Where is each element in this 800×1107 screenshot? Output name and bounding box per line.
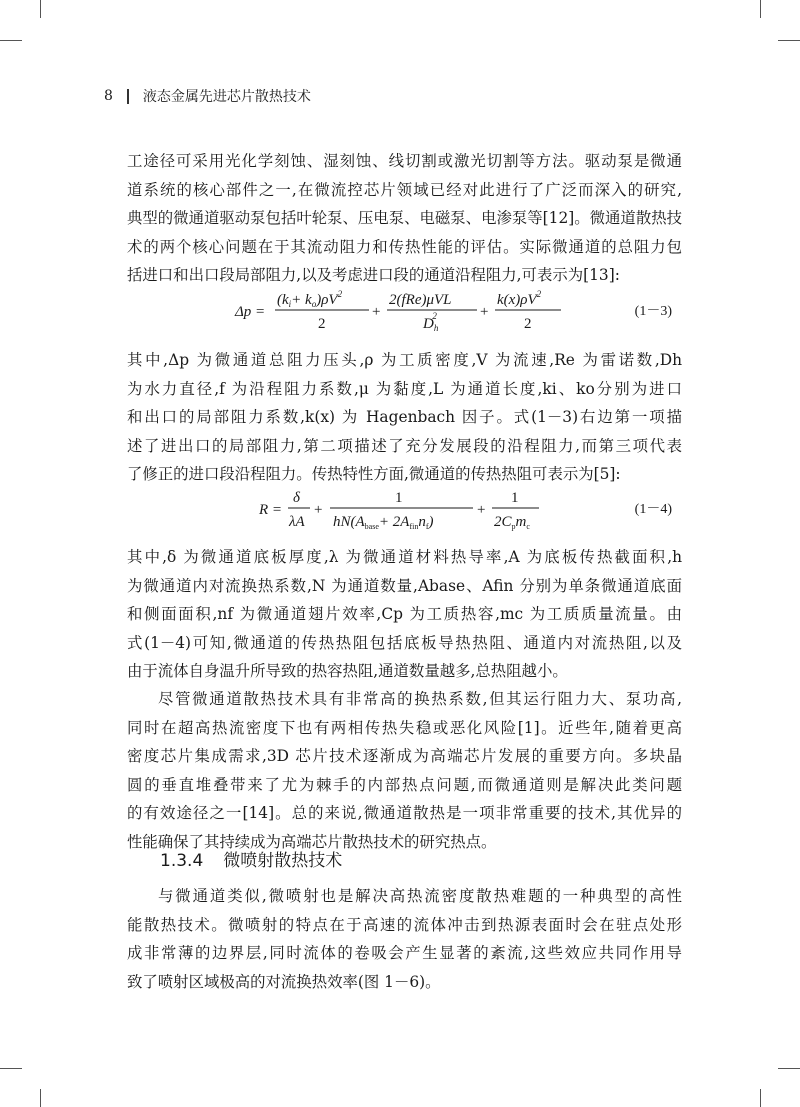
text-line: 密度芯片集成需求,3D 芯片技术逐渐成为高端芯片发展的重要方向。多块晶 bbox=[127, 747, 682, 765]
eq1-term2-numerator: 2(fRe)μVL bbox=[389, 292, 452, 308]
eq1-term1-numerator: $(k_i+ k_o)\rho V^2$ bbox=[277, 289, 343, 309]
crop-mark bbox=[0, 40, 22, 41]
text-line: 同时在超高热流密度下也有两相传热失稳或恶化风险[1]。近些年,随着更高 bbox=[127, 718, 682, 737]
paragraph-4 bbox=[127, 685, 682, 856]
equation-number: (1－3) bbox=[634, 304, 672, 319]
text-line: 其中,Δp 为微通道总阻力压头,ρ 为工质密度,V 为流速,Re 为雷诺数,Dh bbox=[127, 351, 682, 369]
page-number: 8 bbox=[104, 88, 113, 104]
text-line: 括进口和出口段局部阻力,以及考虑进口段的通道沿程阻力,可表示为[13]: bbox=[127, 266, 620, 284]
text-line: 与微通道类似,微喷射也是解决高热流密度散热难题的一种典型的高性 bbox=[158, 887, 682, 905]
paragraph-5 bbox=[127, 882, 682, 996]
running-header bbox=[104, 84, 311, 108]
equation-1-3-graphic bbox=[127, 288, 682, 334]
text-line: 述了进出口的局部阻力,第二项描述了充分发展段的沿程阻力,而第三项代表 bbox=[127, 436, 682, 455]
text-line: 道系统的核心部件之一,在微流控芯片领域已经对此进行了广泛而深入的研究, bbox=[127, 180, 682, 199]
eq2-term1-denominator: λA bbox=[289, 514, 305, 530]
eq1-term3-denominator: 2 bbox=[524, 316, 532, 332]
eq1-lhs: Δp = bbox=[235, 304, 266, 320]
text-line: 尽管微通道散热技术具有非常高的换热系数,但其运行阻力大、泵功高, bbox=[158, 690, 682, 708]
crop-mark bbox=[40, 0, 41, 18]
section-heading bbox=[160, 846, 342, 871]
text-line: 圆的垂直堆叠带来了尤为棘手的内部热点问题,而微通道则是解决此类问题 bbox=[127, 775, 682, 794]
text-line: 工途径可采用光化学刻蚀、湿刻蚀、线切割或激光切割等方法。驱动泵是微通 bbox=[127, 152, 682, 170]
equation-1-4-graphic bbox=[127, 486, 682, 532]
text-line: 性能确保了其持续成为高端芯片散热技术的研究热点。 bbox=[127, 832, 497, 851]
text-line: 和出口的局部阻力系数,k(x) 为 Hagenbach 因子。式(1－3)右边第一项描 bbox=[127, 408, 682, 426]
crop-mark bbox=[0, 1068, 22, 1069]
text-line: 由于流体自身温升所导致的热容热阻,通道数量越多,总热阻越小。 bbox=[127, 662, 568, 680]
crop-mark bbox=[760, 0, 761, 18]
crop-mark bbox=[778, 1068, 800, 1069]
text-line: 其中,δ 为微通道底板厚度,λ 为微通道材料热导率,A 为底板传热截面积,h bbox=[127, 548, 682, 566]
equation-number: (1－4) bbox=[634, 502, 672, 517]
crop-mark bbox=[778, 40, 800, 41]
text-line: 为水力直径,f 为沿程阻力系数,μ 为黏度,L 为通道长度,ki、ko分别为进口 bbox=[127, 379, 682, 398]
eq1-term3-numerator: $k(x)\rho V^2$ bbox=[497, 289, 542, 308]
paragraph-2 bbox=[127, 346, 682, 489]
eq2-term2-denominator: $hN(A_{base}+ 2A_{fin}n_f)$ bbox=[333, 514, 434, 531]
paragraph-3 bbox=[127, 543, 682, 686]
eq2-term3-numerator: 1 bbox=[511, 490, 519, 506]
eq1-term1-denominator: 2 bbox=[318, 316, 326, 332]
crop-mark bbox=[760, 1089, 761, 1107]
eq1-plus: + bbox=[480, 304, 489, 320]
eq2-lhs: R = bbox=[259, 502, 283, 518]
eq2-plus: + bbox=[314, 502, 323, 518]
text-line: 的有效途径之一[14]。总的来说,微通道散热是一项非常重要的技术,其优异的 bbox=[127, 804, 682, 822]
eq2-term2-numerator: 1 bbox=[395, 490, 403, 506]
equation-1-4 bbox=[127, 486, 682, 532]
section-title: 微喷射散热技术 bbox=[223, 851, 343, 871]
text-line: 了修正的进口段沿程阻力。传热特性方面,微通道的传热热阻可表示为[5]: bbox=[127, 465, 621, 483]
section-number: 1.3.4 bbox=[160, 851, 204, 871]
text-line: 致了喷射区域极高的对流换热效率(图 1－6)。 bbox=[127, 972, 441, 991]
text-line: 成非常薄的边界层,同时流体的卷吸会产生显著的紊流,这些效应共同作用导 bbox=[127, 944, 682, 962]
book-title: 液态金属先进芯片散热技术 bbox=[142, 89, 311, 105]
text-line: 式(1－4)可知,微通道的传热热阻包括底板导热热阻、通道内对流热阻,以及 bbox=[127, 633, 682, 652]
text-line: 为微通道内对流换热系数,N 为通道数量,Abase、Afin 分别为单条微通道底面 bbox=[127, 576, 682, 595]
eq1-term2-denominator: $D_h2$ bbox=[423, 311, 439, 333]
eq1-plus: + bbox=[372, 304, 381, 320]
eq2-term1-numerator: δ bbox=[293, 490, 300, 506]
crop-mark bbox=[40, 1089, 41, 1107]
paragraph-1 bbox=[127, 147, 682, 290]
eq2-plus: + bbox=[477, 502, 486, 518]
equation-1-3 bbox=[127, 288, 682, 334]
eq2-term3-denominator: $2C_pm_c$ bbox=[494, 514, 530, 531]
text-line: 术的两个核心问题在于其流动阻力和传热性能的评估。实际微通道的总阻力包 bbox=[127, 237, 682, 256]
text-line: 和侧面面积,nf 为微通道翅片效率,Cp 为工质热容,mc 为工质质量流量。由 bbox=[127, 605, 682, 623]
text-line: 典型的微通道驱动泵包括叶轮泵、压电泵、电磁泵、电渗泵等[12]。微通道散热技 bbox=[127, 209, 682, 227]
text-line: 能散热技术。微喷射的特点在于高速的流体冲击到热源表面时会在驻点处形 bbox=[127, 915, 682, 934]
header-divider bbox=[127, 89, 129, 104]
